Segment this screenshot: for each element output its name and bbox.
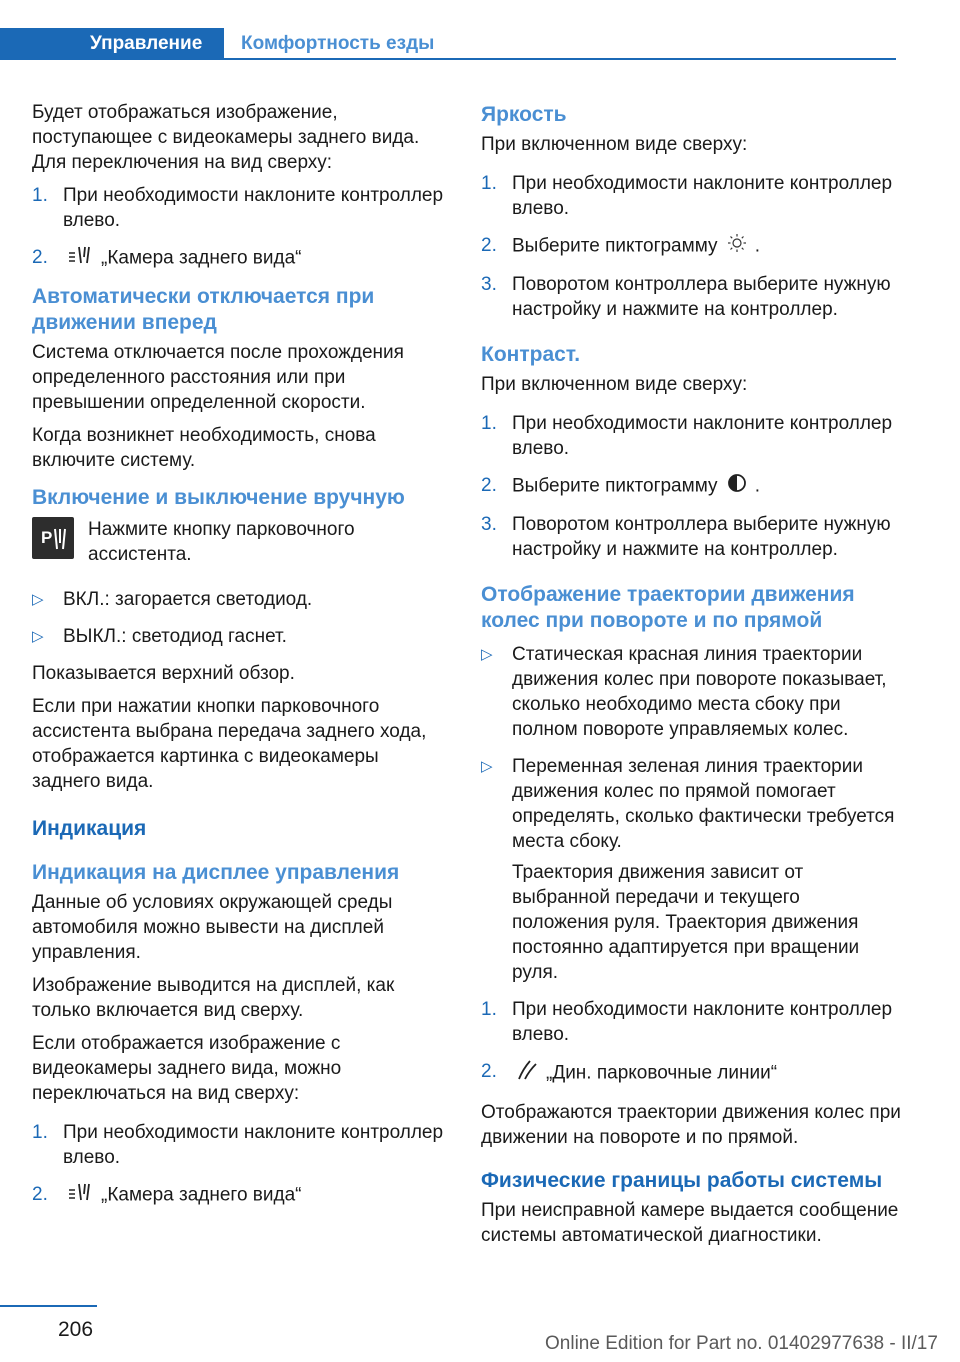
step-number: 2. xyxy=(481,1061,497,1082)
step-text: Выберите пиктограмму xyxy=(512,235,718,257)
rear-camera-icon xyxy=(67,245,93,272)
rear-camera-icon xyxy=(67,1182,93,1209)
step-text: При необходимости наклоните контроллер влево. xyxy=(512,999,893,1045)
step-text: Выберите пиктограмму xyxy=(512,475,718,497)
step-text: „Камера заднего вида“ xyxy=(101,247,302,269)
step-text: „Дин. парковочные линии“ xyxy=(546,1062,778,1084)
contrast-paragraph: При включенном виде сверху: xyxy=(481,374,748,395)
left-column xyxy=(32,100,452,1221)
list-item xyxy=(481,754,901,854)
heading-limits: Физические границы работы системы xyxy=(481,1169,883,1192)
step-number: 1. xyxy=(481,999,497,1020)
list-item xyxy=(32,245,452,272)
header-subsection: Комфортность езды xyxy=(241,33,435,54)
auto-paragraph-1: Система отключается после прохождения определенного расстояния или при превышении определенной скорости. xyxy=(32,342,404,413)
list-item xyxy=(481,997,901,1047)
step-text: Поворотом контроллера выберите нужную настройку и нажмите на контроллер. xyxy=(512,274,891,320)
step-text: Поворотом контроллера выберите нужную настройку и нажмите на контроллер. xyxy=(512,514,891,560)
list-item xyxy=(481,1059,901,1088)
brightness-paragraph: При включенном виде сверху: xyxy=(481,134,748,155)
heading-contrast: Контраст. xyxy=(481,343,581,366)
list-item xyxy=(32,1182,452,1209)
edition-note: Online Edition for Part no. 01402977638 - II/17 xyxy=(545,1333,938,1354)
step-text: При необходимости наклоните контроллер влево. xyxy=(63,185,444,231)
list-item xyxy=(32,624,452,649)
list-item xyxy=(481,411,901,461)
header-rule xyxy=(224,58,896,60)
list-item xyxy=(481,512,901,562)
step-number: 1. xyxy=(32,1122,48,1143)
auto-paragraph-2: Когда возникнет необходимость, снова включите систему. xyxy=(32,425,376,471)
list-item xyxy=(481,642,901,742)
step-number: 2. xyxy=(32,1184,48,1205)
step-number: 3. xyxy=(481,514,497,535)
header-section: Управление xyxy=(90,33,203,54)
step-text: При необходимости наклоните контроллер влево. xyxy=(512,413,893,459)
bullet-text: ВЫКЛ.: светодиод гаснет. xyxy=(63,626,287,647)
trajectory-note: Траектория движения зависит от выбранной передачи и текущего положения руля. Траектория движения постоянно адаптируется при вращении руля. xyxy=(512,862,860,983)
list-item xyxy=(481,171,901,221)
list-item: 2. Выберите пиктограмму . xyxy=(481,233,901,260)
bullet-triangle-icon: ▷ xyxy=(481,646,493,663)
list-item xyxy=(32,1120,452,1170)
list-item: 2. Выберите пиктограмму . xyxy=(481,473,901,500)
ind-paragraph-2: Изображение выводится на дисплей, как только включается вид сверху. xyxy=(32,975,395,1021)
bullet-triangle-icon: ▷ xyxy=(481,758,493,775)
list-item xyxy=(481,272,901,322)
step-number: 2. xyxy=(32,247,48,268)
limits-paragraph: При неисправной камере выдается сообщение системы автоматической диагностики. xyxy=(481,1200,899,1246)
bullet-text: Статическая красная линия траектории движения колес при повороте показывает, сколько необходимо места сбоку при полном повороте управляемых колес. xyxy=(512,644,887,740)
park-assist-row xyxy=(32,517,452,575)
step-number: 2. xyxy=(481,475,497,496)
step-number: 1. xyxy=(32,185,48,206)
footer-rule xyxy=(0,1305,97,1307)
ind-paragraph-3: Если отображается изображение с видеокамеры заднего вида, можно переключаться на вид сверху: xyxy=(32,1033,342,1104)
heading-indication: Индикация xyxy=(32,817,147,840)
page-number: 206 xyxy=(58,1318,94,1341)
manual-paragraph: Нажмите кнопку парковочного ассистента. xyxy=(88,519,355,565)
step-number: 1. xyxy=(481,173,497,194)
bullet-triangle-icon: ▷ xyxy=(32,591,44,608)
trajectory-paragraph: Отображаются траектории движения колес при движении на повороте и по прямой. xyxy=(481,1102,901,1148)
park-assist-button-icon xyxy=(32,517,74,559)
contrast-icon xyxy=(727,473,747,500)
right-column xyxy=(481,100,901,1256)
heading-trajectory: Отображение траектории движения колес при повороте и по прямой xyxy=(481,583,855,632)
bullet-text: Переменная зеленая линия траектории движения колес по прямой помогает определять, сколько фактически требуется места сбоку. xyxy=(512,756,895,852)
bullet-triangle-icon: ▷ xyxy=(32,628,44,645)
step-text: При необходимости наклоните контроллер влево. xyxy=(63,1122,444,1168)
parking-lines-icon xyxy=(516,1059,538,1088)
step-text: При необходимости наклоните контроллер влево. xyxy=(512,173,893,219)
svg-text:P: P xyxy=(41,528,53,547)
heading-manual: Включение и выключение вручную xyxy=(32,486,405,509)
list-item xyxy=(32,587,452,612)
heading-indication-display: Индикация на дисплее управления xyxy=(32,861,400,884)
gear-paragraph: Если при нажатии кнопки парковочного ассистента выбрана передача заднего хода, отображается картинка с видеокамеры заднего вида. xyxy=(32,696,427,792)
step-number: 3. xyxy=(481,274,497,295)
intro-paragraph: Будет отображаться изображение, поступающее с видеокамеры заднего вида. Для переключения на вид сверху: xyxy=(32,102,420,173)
heading-auto-off: Автоматически отключается при движении вперед xyxy=(32,285,375,334)
step-number: 1. xyxy=(481,413,497,434)
brightness-icon xyxy=(727,233,747,260)
bullet-text: ВКЛ.: загорается светодиод. xyxy=(63,589,313,610)
step-text: „Камера заднего вида“ xyxy=(101,1184,302,1206)
ind-paragraph-1: Данные об условиях окружающей среды автомобиля можно вывести на дисплей управления. xyxy=(32,892,393,963)
step-number: 2. xyxy=(481,235,497,256)
list-item xyxy=(32,183,452,233)
shown-paragraph: Показывается верхний обзор. xyxy=(32,663,295,684)
heading-brightness: Яркость xyxy=(481,103,567,126)
